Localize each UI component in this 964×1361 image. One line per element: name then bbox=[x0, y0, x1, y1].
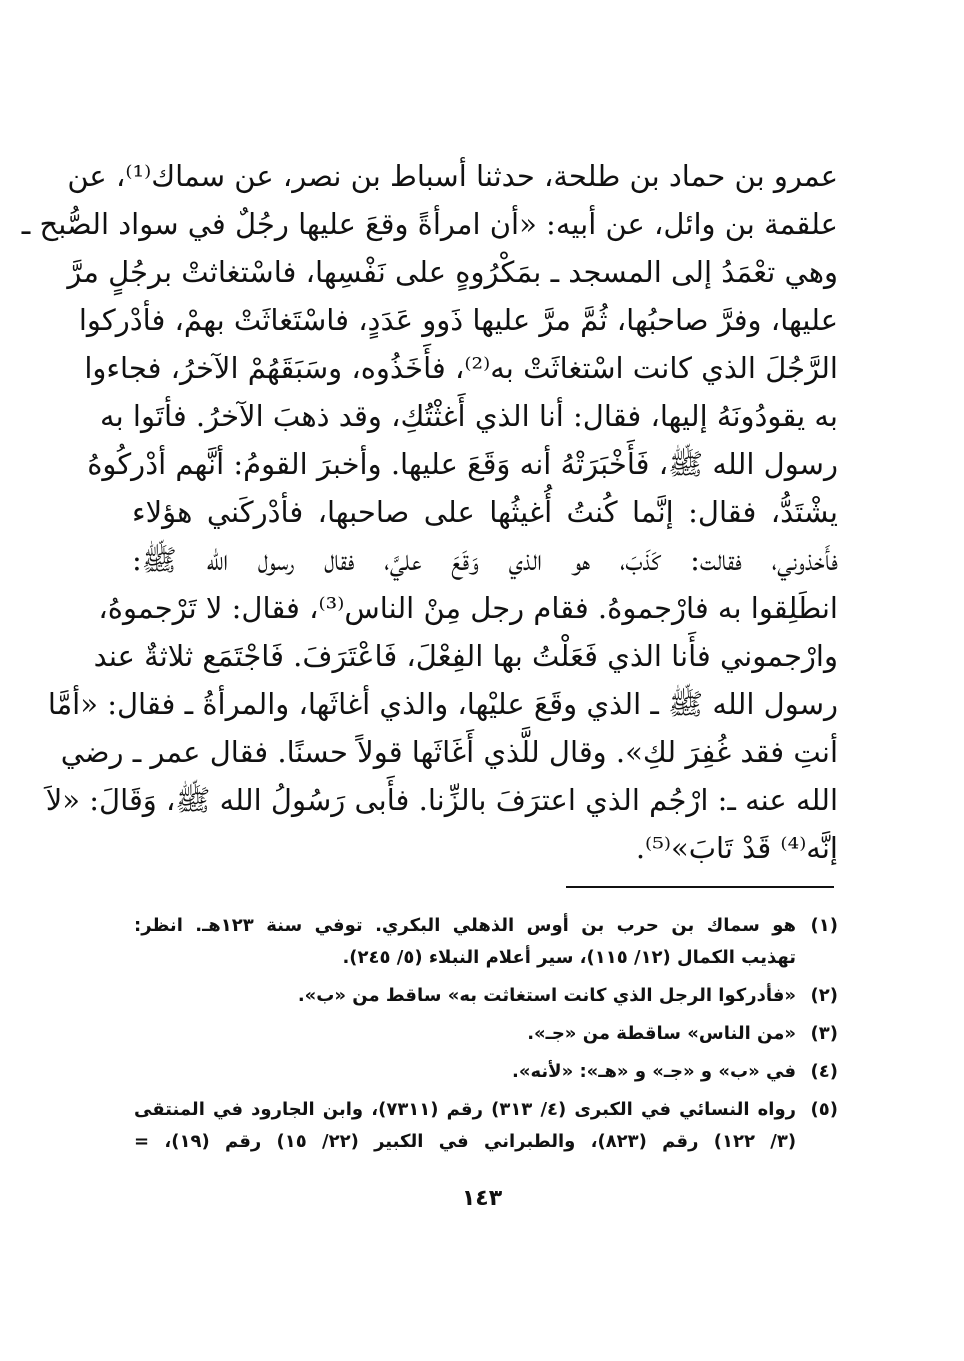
footnote-line: (٣/ ١٢٢) رقم (٨٢٣)، والطبراني في الكبير (٢٢/ ١٥) رقم (١٩)، = bbox=[134, 1131, 797, 1152]
main-text-line: عمرو بن حماد بن طلحة، حدثنا أسباط بن نصر، عن سماك⁽¹⁾، عن bbox=[67, 159, 838, 193]
footnote-line: هو سماك بن حرب بن أوس الذهلي البكري. توفي سنة ١٢٣هـ. انظر: bbox=[134, 915, 796, 936]
main-text-line: أنتِ فقد غُفِرَ لكِ». وقال للَّذي أَغَاثَها قولاً حسنًا. فقال عمر ـ رضي bbox=[60, 735, 838, 769]
main-text-line: رسول الله ﷺ، فَأَخْبَرَتْهُ أنه وَقَعَ عليها. وأخبرَ القومُ: أنَّهم أدْركُوهُ bbox=[87, 447, 838, 481]
footnote-line: تهذيب الكمال (١٢/ ١١٥)، سير أعلام النبلاء (٥/ ٢٤٥). bbox=[342, 947, 796, 968]
footnote bbox=[134, 980, 838, 1012]
footnote bbox=[134, 1094, 838, 1158]
main-text-block bbox=[21, 152, 838, 872]
footnote-number: (١) bbox=[810, 915, 838, 936]
footnote-number: (٥) bbox=[810, 1099, 838, 1120]
footnote bbox=[134, 910, 838, 974]
main-text-line: الرَّجُلَ الذي كانت اسْتغاثَتْ به⁽²⁾، فأَخَذُوه، وسَبَقَهُمْ الآخرُ، فجاءوا bbox=[84, 351, 838, 385]
footnote-line: «من الناس» ساقطة من «جـ». bbox=[527, 1023, 796, 1044]
footnote-line: «فأدركوا الرجل الذي كانت استغاثت به» ساقط من «ب». bbox=[297, 985, 796, 1006]
footnote-number: (٤) bbox=[810, 1061, 838, 1082]
footnote-body bbox=[134, 1018, 796, 1050]
main-text-line: به يقودُونَهُ إليها، فقال: أنا الذي أَغثْتُكِ، وقد ذهبَ الآخرُ. فأتَوا به bbox=[100, 399, 838, 433]
footnote bbox=[134, 1018, 838, 1050]
main-text-line: وارْجموني فأَنا الذي فَعَلْتُ بها الفِعْلَ، فَاعْتَرَفَ. فَاجْتَمَع ثلاثةٌ عند bbox=[93, 639, 838, 673]
main-text-line: علقمة بن وائل، عن أبيه: «أن امرأةً وقعَ عليها رجُلٌ في سواد الصُّبح ـ bbox=[21, 207, 838, 241]
page-number: ١٤٣ bbox=[461, 1186, 503, 1211]
footnote-line: رواه النسائي في الكبرى (٤/ ٣١٣) رقم (٧٣١١)، وابن الجارود في المنتقى bbox=[134, 1099, 797, 1120]
footnote-body bbox=[134, 1056, 796, 1088]
main-text-line: وهي تعْمَدُ إلى المسجد ـ بمَكْرُوهٍ على نَفْسِها، فاسْتغاثتْ برجُلٍ مرَّ bbox=[67, 255, 838, 289]
footnotes-section bbox=[134, 910, 838, 1164]
footnote-body bbox=[134, 910, 796, 974]
main-text-line: انطَلِقوا به فارْجموهُ. فقام رجل مِنْ الناس⁽³⁾، فقال: لا تَرْجموهُ، bbox=[98, 591, 838, 625]
main-text-line: يشْتَدُّ، فقال: إنَّما كُنتُ أُغيثُها على صاحبها، فأدْركَني هؤلاء bbox=[132, 495, 838, 529]
main-text-line: فأَخذوني، فقالت: كَذَبَ، هو الذي وَقَعَ عليَّ، فقال رسول الله ﷺ: bbox=[132, 543, 838, 577]
main-text-line: رسول الله ﷺ ـ الذي وقَعَ عليْها، والذي أغاثَها، والمرأةُ ـ فقال: «أمَّا bbox=[47, 687, 838, 721]
footnote-number: (٢) bbox=[810, 985, 838, 1006]
footnote-line: في «ب» و «جـ» و «هـ»: «لأنه». bbox=[512, 1061, 796, 1082]
main-text-line: الله عنه ـ: ارْجُم الذي اعترَفَ بالزِّنا. فأَبى رَسُولُ الله ﷺ، وَقَالَ: «لاَ bbox=[45, 783, 838, 817]
footnote bbox=[134, 1056, 838, 1088]
main-text-line: إنَّه⁽⁴⁾ قَدْ تَابَ»⁽⁵⁾. bbox=[635, 831, 838, 865]
footnote-body bbox=[134, 1094, 796, 1158]
footnote-number: (٣) bbox=[810, 1023, 838, 1044]
main-text-line: عليها، وفرَّ صاحبُها، ثُمَّ مرَّ عليها ذَوو عَدَدٍ، فاسْتَغاثَتْ بهمْ، فأدْركوا bbox=[78, 303, 838, 337]
footnote-divider bbox=[566, 886, 834, 888]
footnote-body bbox=[134, 980, 796, 1012]
